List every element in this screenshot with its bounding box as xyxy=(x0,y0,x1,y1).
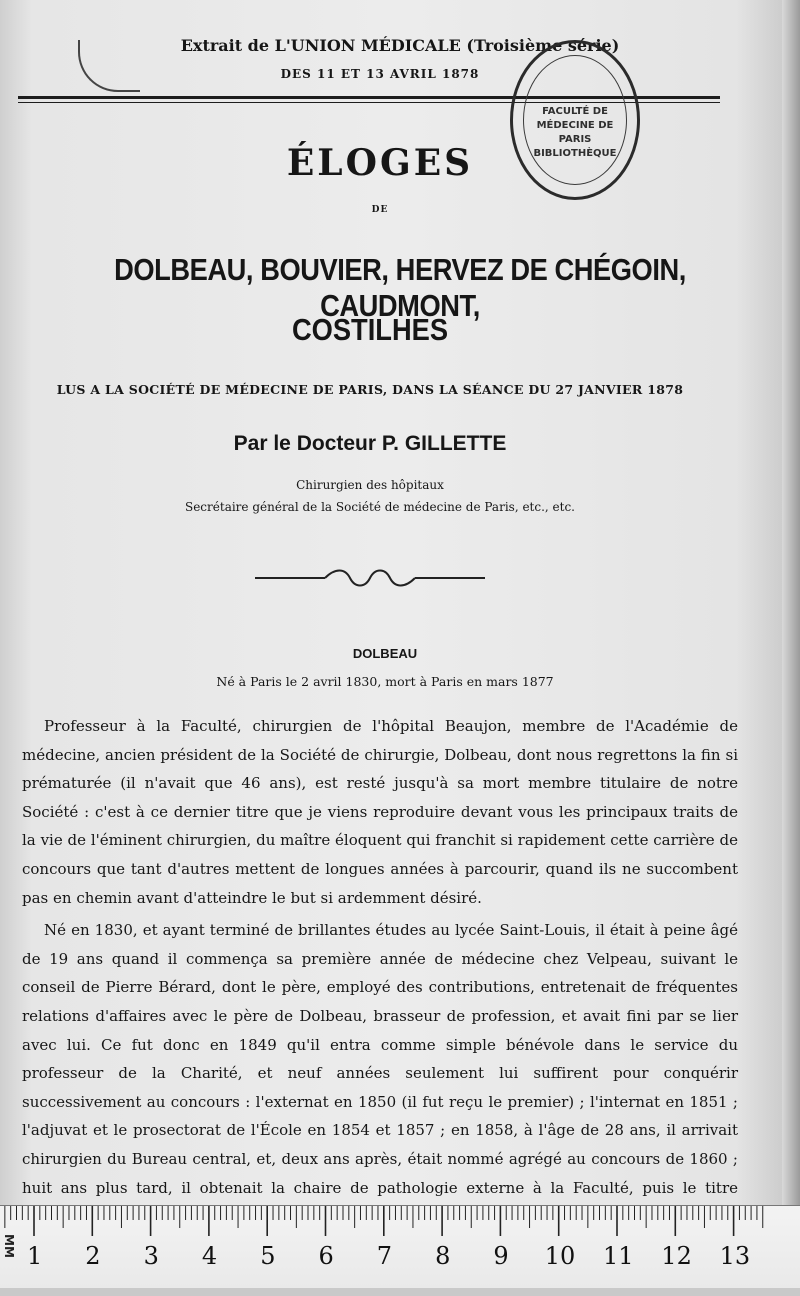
main-title: ÉLOGES xyxy=(286,142,474,184)
names-line-2: COSTILHES xyxy=(291,312,449,347)
ruler-number: 10 xyxy=(544,1242,576,1270)
ruler-number: 11 xyxy=(603,1242,634,1270)
section-title: DOLBEAU xyxy=(352,646,418,661)
author-name: Par le Docteur P. GILLETTE xyxy=(233,432,507,455)
ruler-number: 5 xyxy=(260,1242,276,1270)
page-edge-shadow xyxy=(782,0,800,1205)
title-de: DE xyxy=(371,205,389,215)
read-at-line: LUS A LA SOCIÉTÉ DE MÉDECINE DE PARIS, DANS LA SÉANCE DU 27 JANVIER 1878 xyxy=(56,382,684,397)
ruler-number: 2 xyxy=(85,1242,101,1270)
paragraph: Né en 1830, et ayant terminé de brillantes études au lycée Saint-Louis, il était à peine âgé de 19 ans quand il commença sa première année de médecine chez Velpeau, suivant le conseil de Pierre Bérard, dont le père, employé des contributions, entretenait de fréquentes relations d'affaires avec le père de Dolbeau, brasseur de profession, et avait fini par se lier avec lui. Ce fut donc en 1849 qu'il entra comme simple bénévole dans le service du professeur de la Charité, et neuf années seulement lui suffirent pour conquérir successivement au concours : l'externat en 1850 (il fut reçu le premier) ; l'internat en 1851 ; l'adjuvat et le prosectorat de l'École en 1854 et 1857 ; en 1858, à l'âge de 28 ans, il arrivait chirurgien du Bureau central, et, deux ans après, était nommé agrégé au concours de 1860 ; huit ans plus tard, il obtenait la chaire de pathologie externe à la Faculté, puis le titre xyxy=(22,921,738,1197)
ruler-number: 7 xyxy=(376,1242,393,1270)
issue-dates: DES 11 ET 13 AVRIL 1878 xyxy=(280,67,480,81)
ruler-number: 1 xyxy=(27,1242,43,1270)
body-text xyxy=(22,712,738,1205)
ruler-number: 6 xyxy=(318,1242,334,1270)
ornament-divider xyxy=(255,566,485,590)
ruler-number: 13 xyxy=(719,1242,751,1270)
paragraph: Professeur à la Faculté, chirurgien de l'hôpital Beaujon, membre de l'Académie de médecine, ancien président de la Société de chirurgie, Dolbeau, dont nous regrettons la fin si prématurée (il n'avait que 46 ans), est resté jusqu'à sa mort membre titulaire de notre Société : c'est à ce dernier titre que je viens reproduire devant vous les principaux traits de la vie de l'éminent chirurgien, du maître éloquent qui franchit si rapidement cette carrière de concours que tant d'autres mettent de longues années à parcourir, quand ils ne succombent pas en chemin avant d'atteindre le but si ardemment désiré. xyxy=(22,717,738,907)
author-role-2: Secrétaire général de la Société de médecine de Paris, etc., etc. xyxy=(184,500,575,514)
ruler-number: 12 xyxy=(661,1242,692,1270)
ruler-ticks xyxy=(0,1206,800,1246)
section-birth-line: Né à Paris le 2 avril 1830, mort à Paris en mars 1877 xyxy=(216,674,554,689)
stamp-text: FACULTÉ DE MÉDECINE DE PARIS BIBLIOTHÈQUE xyxy=(533,106,617,159)
ruler-number: 3 xyxy=(143,1242,159,1270)
ruler-number: 8 xyxy=(435,1242,451,1270)
ruler-unit: MM xyxy=(2,1234,16,1258)
measurement-ruler xyxy=(0,1205,800,1296)
extract-line: Extrait de L'UNION MÉDICALE (Troisième série) xyxy=(180,36,620,55)
author-role-1: Chirurgien des hôpitaux xyxy=(296,478,444,492)
names-line-1: DOLBEAU, BOUVIER, HERVEZ DE CHÉGOIN, CAUDMONT, xyxy=(114,252,686,323)
ruler-number: 4 xyxy=(201,1242,218,1270)
ruler-number: 9 xyxy=(493,1242,509,1270)
